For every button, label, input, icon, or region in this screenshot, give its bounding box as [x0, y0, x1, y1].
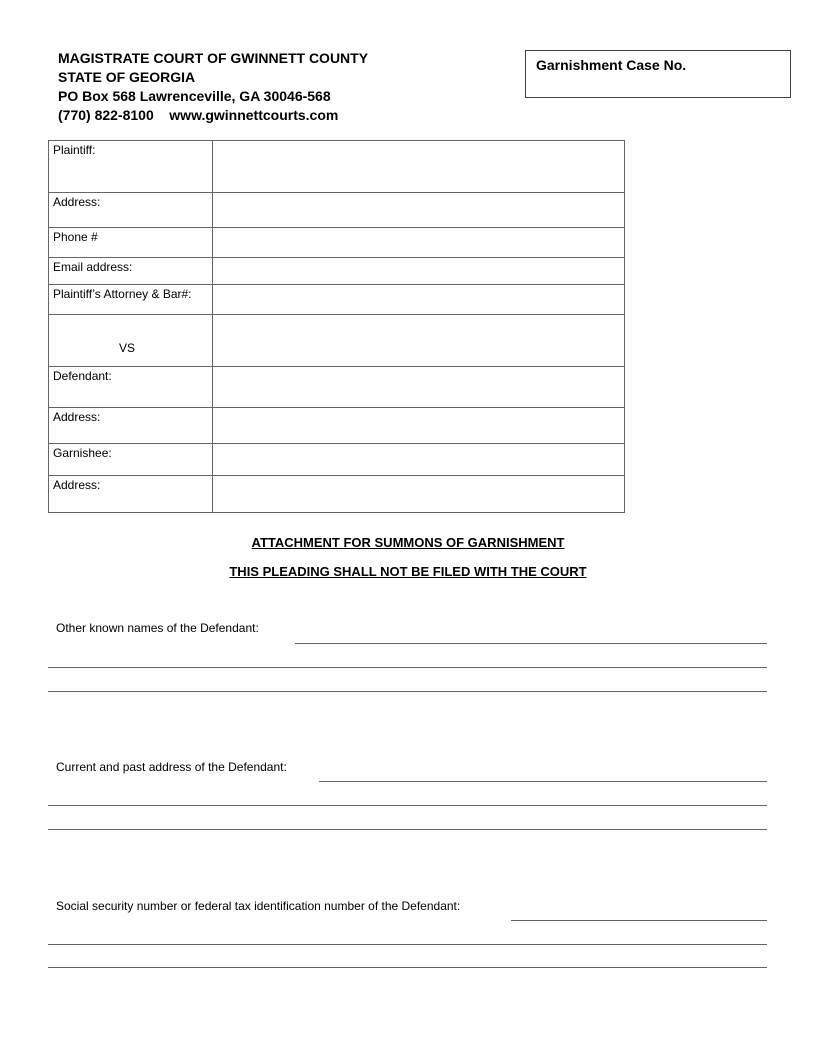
- ssn-line-1[interactable]: [511, 920, 767, 921]
- form-notice: THIS PLEADING SHALL NOT BE FILED WITH THE COURT: [229, 564, 587, 579]
- ssn-line-2[interactable]: [48, 944, 767, 945]
- other-names-line-2[interactable]: [48, 667, 767, 668]
- addresses-label: Current and past address of the Defendant:: [56, 760, 287, 774]
- garnishee-field[interactable]: [213, 444, 625, 476]
- garnishee-address-field[interactable]: [213, 476, 625, 513]
- other-names-line-1[interactable]: [295, 643, 767, 644]
- addresses-line-3[interactable]: [48, 829, 767, 830]
- court-header: [58, 49, 368, 125]
- case-number-box[interactable]: [525, 50, 791, 98]
- defendant-label: Defendant:: [49, 367, 213, 408]
- other-names-label: Other known names of the Defendant:: [56, 621, 259, 635]
- addresses-line-2[interactable]: [48, 805, 767, 806]
- form-title: ATTACHMENT FOR SUMMONS OF GARNISHMENT: [251, 535, 565, 550]
- garnishee-address-label: Address:: [49, 476, 213, 513]
- vs-field[interactable]: [213, 315, 625, 367]
- court-name: MAGISTRATE COURT OF GWINNETT COUNTY: [58, 50, 369, 66]
- attorney-label: Plaintiff’s Attorney & Bar#:: [49, 285, 213, 315]
- plaintiff-field[interactable]: [213, 141, 625, 193]
- court-state: STATE OF GEORGIA: [58, 69, 196, 85]
- case-number-label: Garnishment Case No.: [536, 57, 687, 73]
- phone-field[interactable]: [213, 228, 625, 258]
- plaintiff-label: Plaintiff:: [49, 141, 213, 193]
- garnishee-label: Garnishee:: [49, 444, 213, 476]
- parties-table: [48, 140, 625, 513]
- phone-label: Phone #: [49, 228, 213, 258]
- plaintiff-address-field[interactable]: [213, 193, 625, 228]
- vs-label: VS: [49, 315, 213, 367]
- plaintiff-address-label: Address:: [49, 193, 213, 228]
- ssn-label: Social security number or federal tax identification number of the Defendant:: [56, 899, 461, 913]
- defendant-field[interactable]: [213, 367, 625, 408]
- email-label: Email address:: [49, 258, 213, 285]
- defendant-address-label: Address:: [49, 408, 213, 444]
- other-names-line-3[interactable]: [48, 691, 767, 692]
- ssn-line-3[interactable]: [48, 967, 767, 968]
- court-contact: (770) 822-8100 www.gwinnettcourts.com: [58, 107, 339, 123]
- attorney-field[interactable]: [213, 285, 625, 315]
- email-field[interactable]: [213, 258, 625, 285]
- defendant-address-field[interactable]: [213, 408, 625, 444]
- court-address: PO Box 568 Lawrenceville, GA 30046-568: [58, 88, 331, 104]
- addresses-line-1[interactable]: [319, 781, 767, 782]
